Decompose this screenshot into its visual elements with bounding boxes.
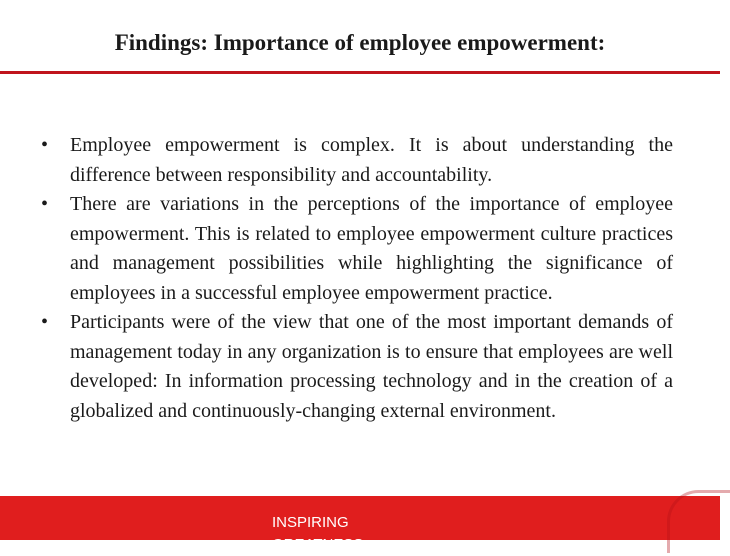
slide-title: Findings: Importance of employee empowerment:	[114, 30, 606, 55]
bullet-dot-icon: •	[41, 311, 49, 333]
footer-bar	[0, 496, 720, 553]
bullet-text: Participants were of the view that one of the most important demands of management today in any organization is to ensure that employees are well developed: In information processing technology and in the creation of a globalized and continuously-changing external environment.	[70, 311, 673, 422]
bullet-item	[41, 190, 673, 308]
bullet-text: There are variations in the perceptions of the importance of employee empowerment. This is related to employee empowerment culture practices and management possibilities while highlighting the significance of employees in a successful employee empowerment practice.	[70, 193, 673, 304]
title-divider	[0, 71, 720, 74]
footer-curve-decoration	[667, 490, 730, 553]
bullet-text: Employee empowerment is complex. It is about understanding the difference between responsibility and accountability.	[70, 134, 673, 186]
bullet-dot-icon: •	[41, 134, 49, 156]
bullet-item	[41, 308, 673, 426]
footer-tagline: INSPIRING GREATNESS	[272, 514, 364, 553]
bullet-item	[41, 131, 673, 190]
bullet-list	[41, 131, 673, 426]
bullet-dot-icon: •	[41, 193, 49, 215]
